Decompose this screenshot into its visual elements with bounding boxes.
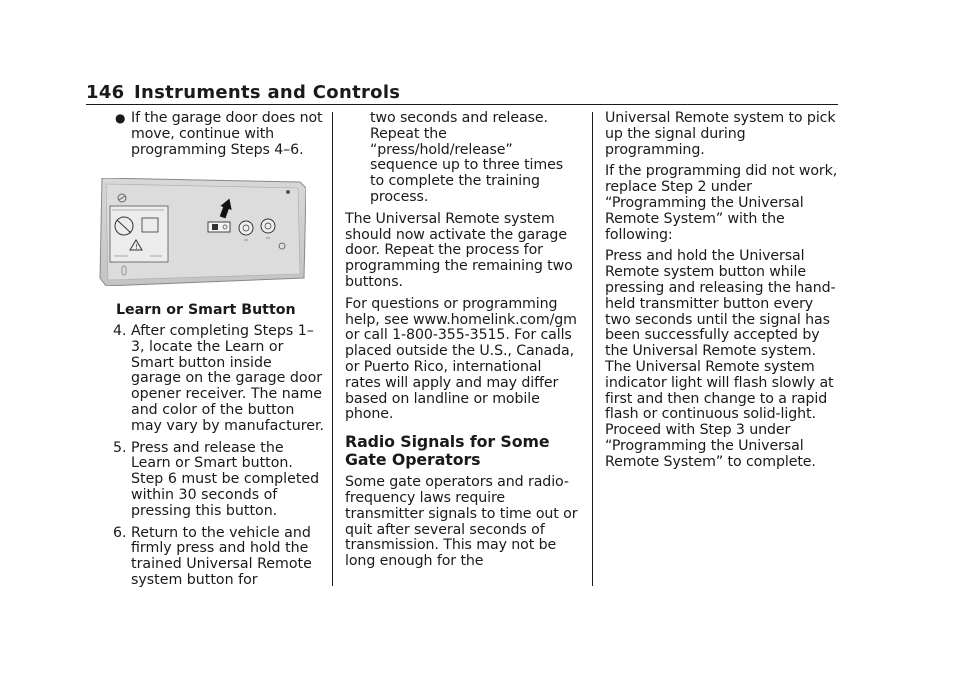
step-number: 4. <box>113 323 127 339</box>
step-text: After completing Steps 1–3, locate the Learn or Smart button inside garage on the garage door opener receiver. The name and color of the button may vary by manufacturer. <box>131 323 324 434</box>
column-divider-1 <box>332 112 333 586</box>
paragraph: If the programming did not work, replace Step 2 under “Programming the Universal Remote System” with the following: <box>605 163 838 243</box>
column-3 <box>605 111 843 477</box>
paragraph: For questions or programming help, see www.homelink.com/gm or call 1-800-355-3515. For calls placed outside the U.S., Canada, or Puerto Rico, international rates will apply and may differ based on landline or mobile phone. <box>345 295 577 423</box>
bullet-text: If the garage door does not move, continue with programming Steps 4–6. <box>131 110 323 158</box>
list-item <box>113 324 325 435</box>
receiver-icon <box>98 178 306 286</box>
section-heading: Radio Signals for Some Gate Operators <box>345 432 550 470</box>
page-header <box>86 82 838 106</box>
column-divider-2 <box>592 112 593 586</box>
list-item <box>113 526 325 589</box>
svg-text:!: ! <box>135 243 138 251</box>
paragraph: Press and hold the Universal Remote system button while pressing and releasing the hand-held transmitter button every two seconds until the signal has been successfully accepted by the Universal Remote system. The Universal Remote system indicator light will flash slowly at first and then change to a rapid flash or continuous solid-light. Proceed with Step 3 under “Programming the Universal Remote System” to complete. <box>605 248 836 470</box>
column-2 <box>345 111 580 576</box>
page-title: Instruments and Controls <box>134 82 401 103</box>
page-number: 146 <box>86 82 125 103</box>
bullet-icon: ● <box>115 111 126 125</box>
step-text: Return to the vehicle and firmly press and hold the trained Universal Remote system button for <box>131 524 312 588</box>
figure-caption: Learn or Smart Button <box>116 302 296 318</box>
bullet-item <box>113 111 325 158</box>
step-continuation: two seconds and release. Repeat the “press/hold/release” sequence up to three times to complete the training process. <box>370 110 564 205</box>
step-list <box>113 324 325 595</box>
paragraph: Some gate operators and radio-frequency laws require transmitter signals to time out or quit after several seconds of transmission. This may not be long enough for the <box>345 474 578 570</box>
paragraph: The Universal Remote system should now activate the garage door. Repeat the process for programming the remaining two buttons. <box>345 210 573 290</box>
paragraph: Universal Remote system to pick up the signal during programming. <box>605 110 836 158</box>
step-text: Press and release the Learn or Smart button. Step 6 must be completed within 30 seconds of pressing this button. <box>131 439 320 519</box>
header-rule <box>86 104 838 105</box>
list-item <box>113 441 325 520</box>
column-1 <box>113 111 325 164</box>
step-number: 5. <box>113 439 127 456</box>
garage-opener-receiver-illustration <box>98 178 306 286</box>
step-number: 6. <box>113 524 127 541</box>
